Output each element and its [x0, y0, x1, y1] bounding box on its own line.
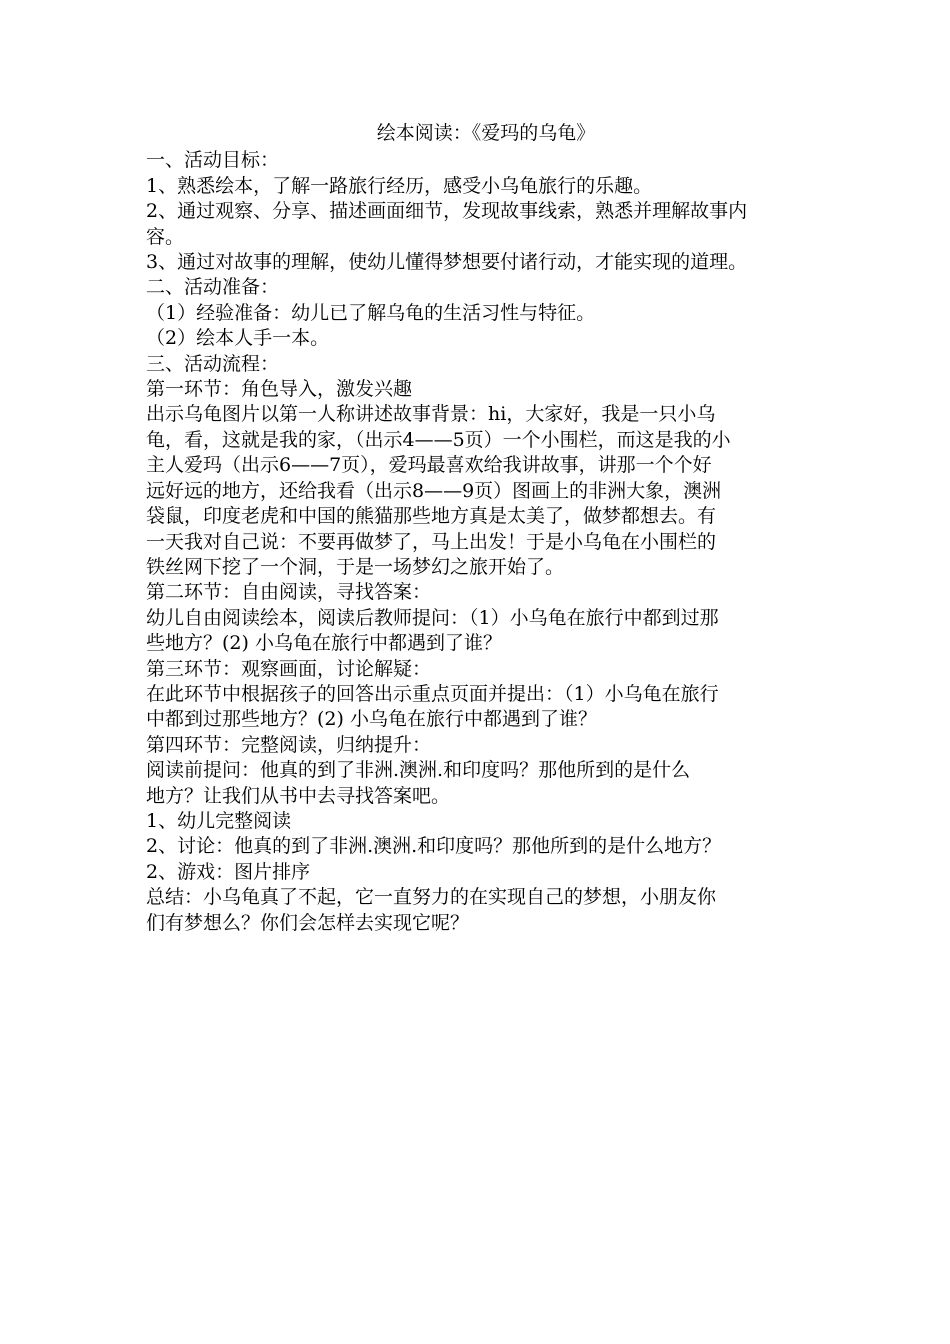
step-3-text-line-1: 在此环节中根据孩子的回答出示重点页面并提出：（1）小乌龟在旅行 — [146, 682, 719, 705]
section-heading-preparation: 二、活动准备： — [146, 276, 280, 299]
document-body — [146, 121, 826, 936]
step-1-text-line-7: 铁丝网下挖了一个洞，于是一场梦幻之旅开始了。 — [146, 555, 565, 578]
step-4-item-1: 1、幼儿完整阅读 — [146, 809, 292, 832]
step-4-text-line-1: 阅读前提问：他真的到了非洲.澳洲.和印度吗？那他所到的是什么 — [146, 759, 691, 782]
step-4-heading: 第四环节：完整阅读，归纳提升： — [146, 733, 432, 756]
step-1-text-line-6: 一天我对自己说：不要再做梦了，马上出发！于是小乌龟在小围栏的 — [146, 530, 717, 553]
step-4-item-2: 2、讨论：他真的到了非洲.澳洲.和印度吗？那他所到的是什么地方？ — [146, 835, 722, 858]
step-1-text-line-3: 主人爱玛（出示6——7页），爱玛最喜欢给我讲故事，讲那一个个好 — [146, 454, 712, 477]
step-3-heading: 第三环节：观察画面，讨论解疑： — [146, 657, 432, 680]
document-title: 绘本阅读：《爱玛的乌龟》 — [376, 122, 596, 144]
step-1-text-line-5: 袋鼠，印度老虎和中国的熊猫那些地方真是太美了，做梦都想去。有 — [146, 505, 717, 528]
step-2-heading: 第二环节：自由阅读，寻找答案： — [146, 581, 432, 604]
summary-line-1: 总结：小乌龟真了不起，它一直努力的在实现自己的梦想，小朋友你 — [146, 886, 717, 909]
step-1-text-line-2: 龟，看，这就是我的家，（出示4——5页）一个小围栏，而这是我的小 — [146, 428, 731, 451]
step-1-text-line-1: 出示乌龟图片以第一人称讲述故事背景：hi，大家好，我是一只小乌 — [146, 403, 716, 426]
section-heading-process: 三、活动流程： — [146, 352, 280, 375]
summary-line-2: 们有梦想么？你们会怎样去实现它呢？ — [146, 911, 470, 934]
step-2-text-line-2: 些地方？(2) 小乌龟在旅行中都遇到了谁？ — [146, 632, 502, 655]
section-heading-goals: 一、活动目标： — [146, 149, 280, 172]
step-4-text-line-2: 地方？让我们从书中去寻找答案吧。 — [146, 784, 451, 807]
step-1-text-line-4: 远好远的地方，还给我看（出示8——9页）图画上的非洲大象，澳洲 — [146, 479, 722, 502]
step-4-item-3: 2、游戏：图片排序 — [146, 860, 311, 883]
goal-item-1: 1、熟悉绘本，了解一路旅行经历，感受小乌龟旅行的乐趣。 — [146, 174, 653, 197]
step-3-text-line-2: 中都到过那些地方？(2) 小乌龟在旅行中都遇到了谁？ — [146, 708, 597, 731]
goal-item-2-line-1: 2、通过观察、分享、描述画面细节，发现故事线索，熟悉并理解故事内 — [146, 200, 748, 223]
preparation-item-1: （1）经验准备：幼儿已了解乌龟的生活习性与特征。 — [146, 301, 596, 324]
step-2-text-line-1: 幼儿自由阅读绘本，阅读后教师提问：（1）小乌龟在旅行中都到过那 — [146, 606, 719, 629]
goal-item-2-line-2: 容。 — [146, 225, 185, 248]
preparation-item-2: （2）绘本人手一本。 — [146, 327, 330, 350]
step-1-heading: 第一环节：角色导入，激发兴趣 — [146, 378, 413, 401]
goal-item-3: 3、通过对故事的理解，使幼儿懂得梦想要付诸行动，才能实现的道理。 — [146, 251, 748, 274]
